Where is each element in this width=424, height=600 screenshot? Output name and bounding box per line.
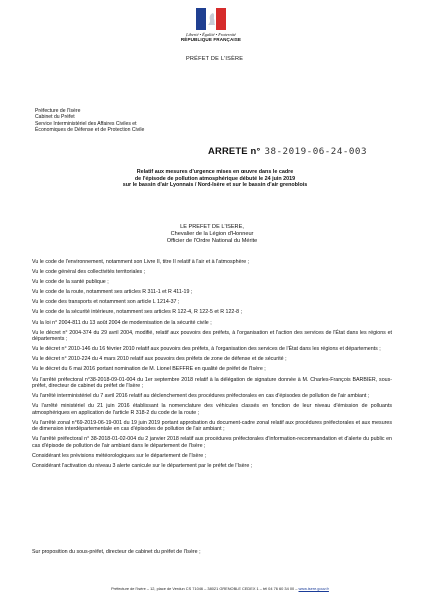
legal-basis-item: Vu le décret n° 2010-224 du 4 mars 2010 relatif aux pouvoirs des préfets de zone de défense et de sécurité ;	[32, 356, 287, 363]
legal-basis-item: Vu l'arrêté zonal n°69-2019-06-19-001 du 19 juin 2019 portant approbation du document-cadre zonal relatif aux procédures préfectorales et aux mesures de dimension interdépartementale en cas d'épisodes de pollution de l'air ambiant ;	[32, 419, 392, 433]
legal-basis-item: Vu le code de l'environnement, notamment son Livre II, titre II relatif à l'air et à l'atmosphère ;	[32, 259, 250, 265]
arrete-heading	[208, 145, 367, 157]
prefet-line: Chevalier de la Légion d'Honneur	[170, 230, 254, 237]
footer	[60, 586, 380, 591]
footer-address: Préfecture de l'Isère – 12, place de Verdun CS 71046 – 38021 GRENOBLE CEDEX 1 – tél 04 76 60 34 00 –	[111, 586, 298, 591]
legal-basis-item: Vu la loi n° 2004-811 du 13 août 2004 de modernisation de la sécurité civile ;	[32, 319, 212, 326]
subject-block	[70, 169, 360, 189]
legal-basis-item: Vu l'arrêté préfectoral n°38-2018-09-01-004 du 1er septembre 2018 relatif à la délégation de signature donnée à M. Charles-François BARBIER, sous-préfet, directeur de cabinet du préfet de l'Isère ;	[32, 376, 392, 390]
legal-basis-item: Vu le décret du 6 mai 2016 portant nomination de M. Lionel BEFFRE en qualité de préfet de l'Isère ;	[32, 366, 266, 373]
issuer-line: Préfecture de l'Isère	[35, 108, 81, 114]
motto: Liberté • Égalité • Fraternité	[186, 32, 236, 37]
subject-line: de l'épisode de pollution atmosphérique débuté le 24 juin 2019	[134, 175, 296, 182]
subject-line: Relatif aux mesures d'urgence mises en œuvre dans le cadre	[136, 169, 294, 175]
republic-logo	[178, 8, 244, 42]
proposal-line: Sur proposition du sous-préfet, directeur de cabinet du préfet de l'Isère ;	[32, 549, 201, 555]
prefet-line: LE PREFET DE L'ISERE,	[180, 224, 244, 230]
legal-basis-item: Vu le décret n° 2010-146 du 16 février 2010 relatif aux pouvoirs des préfets, à l'organisation des services de l'État dans les régions et départements ;	[32, 346, 381, 353]
considering-item: Considérant les prévisions météorologiques sur le département de l'Isère ;	[32, 453, 207, 459]
republic-label: RÉPUBLIQUE FRANÇAISE	[180, 37, 242, 42]
prefet-block	[140, 224, 284, 244]
issuer-line: Économiques de Défense et de Protection Civile	[35, 127, 145, 134]
subject-line: sur le bassin d'air Lyonnais / Nord-Isère et sur le bassin d'air grenoblois	[122, 182, 308, 189]
arrete-label: ARRETE n°	[208, 145, 261, 156]
legal-basis-item: Vu le code des transports et notamment son article L 1214-37 ;	[32, 299, 180, 306]
legal-basis-item: Vu l'arrêté ministériel du 21 juin 2016 établissant la nomenclature des véhicules classés en fonction de leur niveau d'émission de polluants atmosphériques en application de l'article R 318-2 du code de la route ;	[32, 403, 392, 416]
legal-basis-list	[32, 259, 392, 473]
legal-basis-item: Vu le code de la route, notamment ses articles R 311-1 et R 411-19 ;	[32, 289, 193, 296]
legal-basis-item: Vu l'arrêté interministériel du 7 avril 2016 relatif au déclenchement des procédures préfectorales en cas d'épisodes de pollution de l'air ambiant ;	[32, 393, 370, 400]
legal-basis-item: Vu l'arrêté préfectoral n° 38-2018-01-02-004 du 2 janvier 2018 relatif aux procédures préfectorales d'information-recommandation et d'alerte du public en cas d'épisode de pollution de l'air ambiant dans le département de l'Isère ;	[32, 436, 392, 449]
issuer-line: Service Interministériel des Affaires Civiles et	[35, 120, 137, 127]
issuer-line: Cabinet du Préfet	[35, 114, 75, 121]
legal-basis-item: Vu le code général des collectivités territoriales ;	[32, 269, 146, 276]
legal-basis-item: Vu le code de la sécurité intérieure, notamment ses articles R 122-4, R 122-5 et R 122-8 ;	[32, 309, 243, 316]
marianne-flag-icon	[196, 8, 226, 30]
legal-basis-item: Vu le code de la santé publique ;	[32, 279, 109, 286]
considering-item: Considérant l'activation du niveau 3 alerte canicule sur le département par le préfet de l'Isère ;	[32, 463, 253, 470]
arrete-number: 38-2019-06-24-003	[264, 146, 367, 157]
issuer-block	[35, 108, 144, 134]
legal-basis-item: Vu le décret n° 2004-374 du 29 avril 2004, modifié, relatif aux pouvoirs des préfets, à l'organisation et l'action des services de l'État dans les régions et départements ;	[32, 329, 392, 343]
prefet-line: Officier de l'Ordre National du Mérite	[166, 237, 258, 244]
prefet-title: PRÉFET DE L'ISÈRE	[186, 56, 244, 62]
footer-website-link[interactable]: www.isere.gouv.fr	[298, 586, 329, 591]
